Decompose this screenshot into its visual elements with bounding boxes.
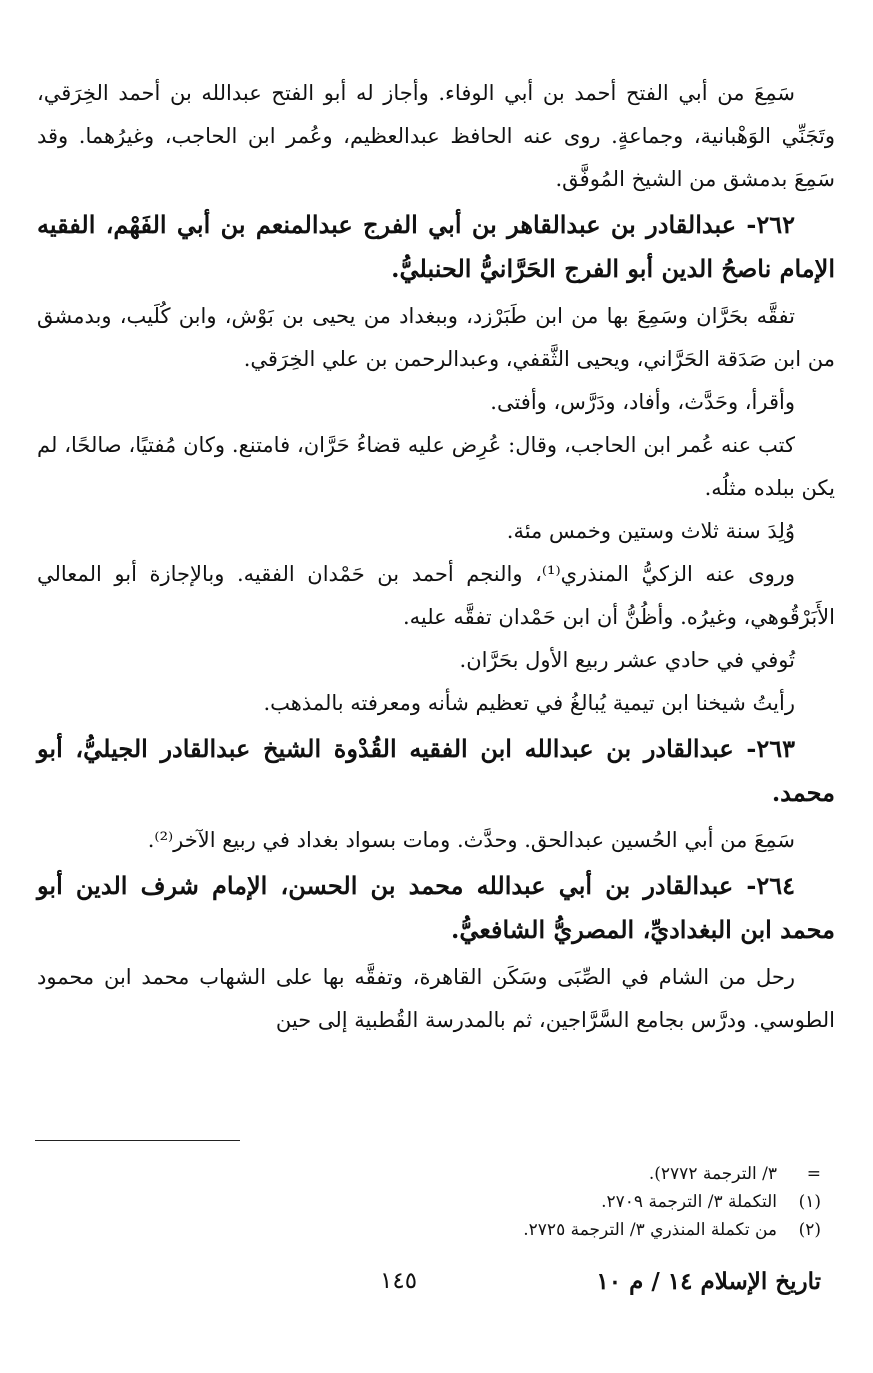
body-paragraph: سَمِعَ من أبي الحُسين عبدالحق. وحدَّث. ومات بسواد بغداد في ربيع الآخر⁽²⁾. <box>147 828 795 852</box>
book-signature: تاريخ الإسلام ١٤ / م ١٠ <box>596 1268 821 1295</box>
body-paragraph: رحل من الشام في الصِّبَى وسَكَن القاهرة، وتفقَّه بها على الشهاب محمد ابن محمود الطوسي. ودرَّس بجامع السَّرَّاجين، ثم بالمدرسة القُطبية إلى حين <box>37 965 835 1032</box>
page-number: ١٤٥ <box>380 1268 418 1294</box>
body-paragraph: سَمِعَ من أبي الفتح أحمد بن أبي الوفاء. وأجاز له أبو الفتح عبدالله بن أحمد الخِرَقي، وتَجَنِّي الوَهْبانية، وجماعةٍ. روى عنه الحافظ عبدالعظيم، وعُمر ابن الحاجب، وغيرُهما. وقد سَمِعَ بدمشق من الشيخ المُوفَّق. <box>37 81 835 191</box>
body-paragraph: وأقرأ، وحَدَّث، وأفاد، ودَرَّس، وأفتى. <box>490 390 795 414</box>
main-text <box>37 72 835 1042</box>
footnote <box>41 1160 821 1188</box>
footnote-mark: = <box>806 1164 821 1184</box>
entry-heading: ٢٦٢- عبدالقادر بن عبدالقاهر بن أبي الفرج عبدالمنعم بن أبي الفَهْم، الفقيه الإمام ناصحُ الدين أبو الفرج الحَرَّانيُّ الحنبليُّ. <box>37 210 835 283</box>
body-paragraph: وُلِدَ سنة ثلاث وستين وخمس مئة. <box>506 519 795 543</box>
footnote-text: ٣/ الترجمة ٢٧٧٢). <box>648 1164 777 1184</box>
body-paragraph: كتب عنه عُمر ابن الحاجب، وقال: عُرِض عليه قضاءُ حَرَّان، فامتنع. وكان مُفتيًا، صالحًا، لم يكن ببلده مثلُه. <box>37 433 835 500</box>
footnote <box>41 1216 821 1244</box>
body-paragraph: وروى عنه الزكيُّ المنذري⁽¹⁾، والنجم أحمد بن حَمْدان الفقيه. وبالإجازة أبو المعالي الأَبَرْقُوهي، وغيرُه. وأظُنُّ أن ابن حَمْدان تفقَّه عليه. <box>37 562 835 629</box>
footnote-text: من تكملة المنذري ٣/ الترجمة ٢٧٢٥. <box>523 1220 777 1240</box>
page-footer <box>0 1268 873 1308</box>
footnote-separator <box>35 1140 240 1141</box>
footnote-text: التكملة ٣/ الترجمة ٢٧٠٩. <box>601 1192 777 1212</box>
body-paragraph: رأيتُ شيخنا ابن تيمية يُبالغُ في تعظيم شأنه ومعرفته بالمذهب. <box>263 691 795 715</box>
body-paragraph: تُوفي في حادي عشر ربيع الأول بحَرَّان. <box>459 648 795 672</box>
footnote-mark: (١) <box>798 1192 821 1212</box>
body-paragraph: تفقَّه بحَرَّان وسَمِعَ بها من ابن طَبَرْزد، وببغداد من يحيى بن بَوْش، وابن كُلَيب، وبدمشق من ابن صَدَقة الحَرَّاني، ويحيى الثَّقفي، وعبدالرحمن بن علي الخِرَقي. <box>37 304 835 371</box>
entry-heading: ٢٦٣- عبدالقادر بن عبدالله ابن الفقيه القُدْوة الشيخ عبدالقادر الجيليُّ، أبو محمد. <box>37 734 835 807</box>
footnotes <box>41 1160 821 1244</box>
entry-heading: ٢٦٤- عبدالقادر بن أبي عبدالله محمد بن الحسن، الإمام شرف الدين أبو محمد ابن البغداديِّ، المصريُّ الشافعيُّ. <box>37 871 835 944</box>
footnote <box>41 1188 821 1216</box>
footnote-mark: (٢) <box>798 1220 821 1240</box>
